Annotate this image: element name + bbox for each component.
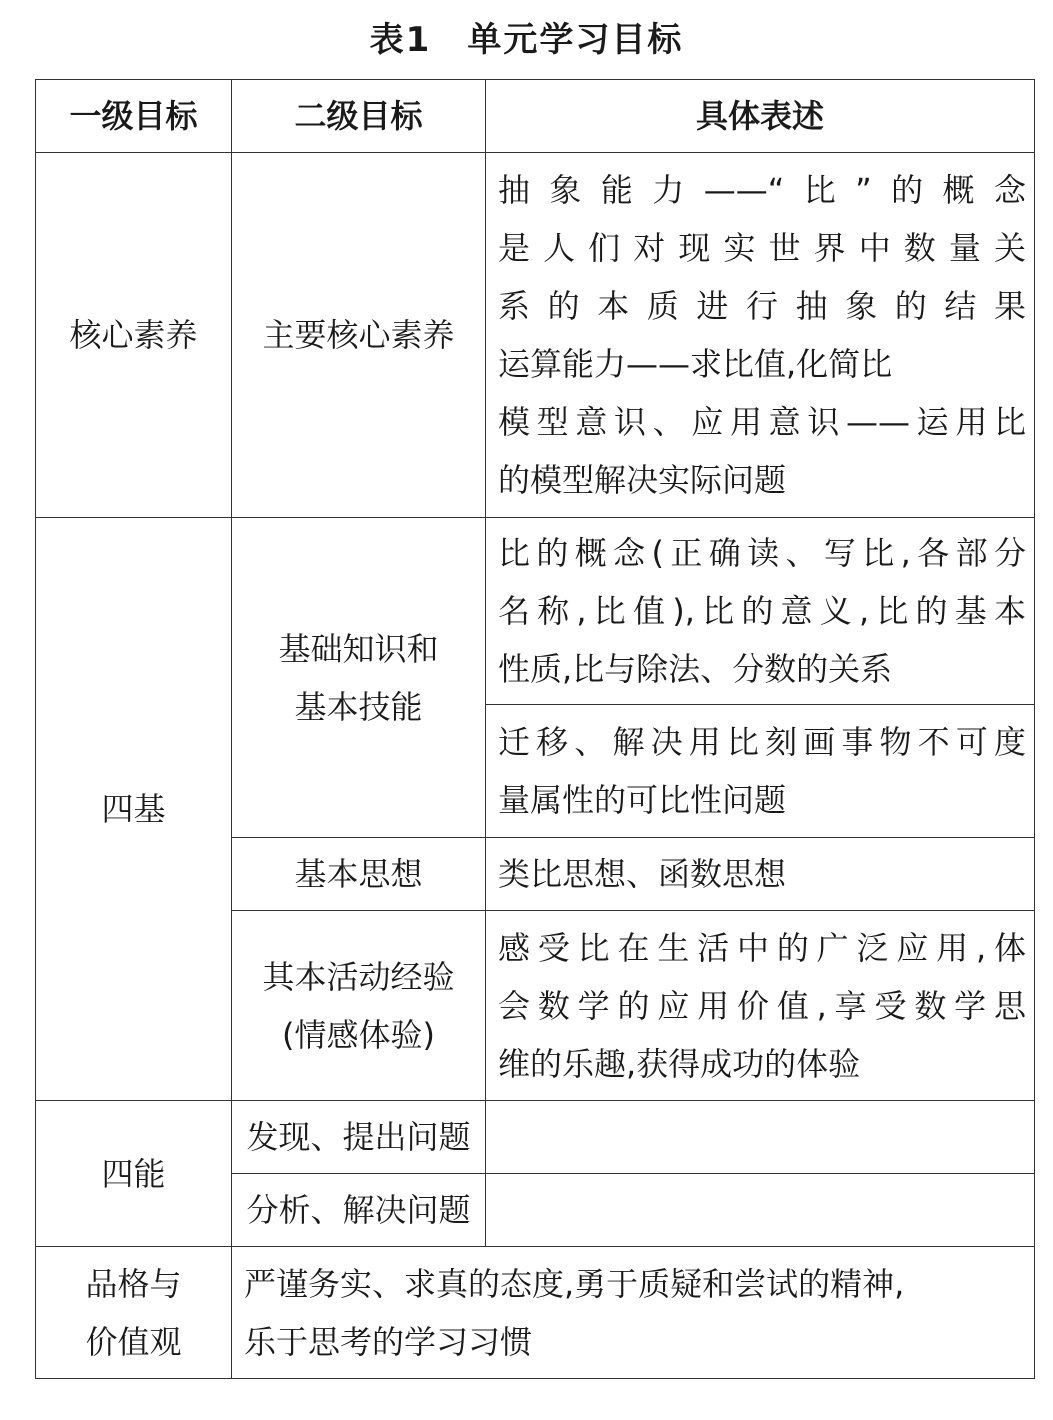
table-title: 表1 单元学习目标 bbox=[369, 20, 684, 60]
desc-line: 比的概念(正确读、写比,各部分 bbox=[498, 534, 1026, 572]
table-row bbox=[36, 153, 1035, 518]
desc-line: 名称,比值),比的意义,比的基本 bbox=[498, 592, 1026, 630]
header-level1: 一级目标 bbox=[36, 80, 232, 153]
desc-knowledge-2 bbox=[486, 705, 1035, 838]
level2-line: (情感体验) bbox=[282, 1015, 435, 1054]
table-row bbox=[36, 1101, 1035, 1174]
header-level2: 二级目标 bbox=[232, 80, 486, 153]
level1-four-abilities: 四能 bbox=[36, 1101, 232, 1247]
desc-line: 会数学的应用价值,享受数学思 bbox=[498, 986, 1026, 1025]
learning-objectives-table bbox=[35, 79, 1035, 1379]
desc-line: 乐于思考的学习习惯 bbox=[244, 1322, 533, 1361]
table-row bbox=[36, 1247, 1035, 1379]
level2-ability-2: 分析、解决问题 bbox=[232, 1174, 486, 1247]
desc-thought: 类比思想、函数思想 bbox=[486, 838, 1035, 911]
level2-line: 基础知识和 bbox=[278, 629, 439, 668]
desc-line: 性质,比与除法、分数的关系 bbox=[498, 650, 893, 688]
level1-core: 核心素养 bbox=[36, 153, 232, 518]
desc-line: 运算能力——求比值,化简比 bbox=[498, 345, 893, 383]
desc-line: 是人们对现实世界中数量关 bbox=[498, 229, 1026, 267]
table-row bbox=[36, 518, 1035, 705]
level1-line: 价值观 bbox=[85, 1322, 182, 1361]
level1-four-basics: 四基 bbox=[36, 518, 232, 1101]
desc-line: 抽象能力——“比”的概念 bbox=[498, 171, 1026, 209]
header-row bbox=[36, 80, 1035, 153]
level1-line: 品格与 bbox=[85, 1264, 182, 1303]
desc-line: 感受比在生活中的广泛应用,体 bbox=[498, 928, 1026, 967]
desc-line: 量属性的可比性问题 bbox=[498, 781, 787, 819]
level2-core: 主要核心素养 bbox=[232, 153, 486, 518]
level2-line: 其本活动经验 bbox=[262, 957, 455, 996]
level2-thought: 基本思想 bbox=[232, 838, 486, 911]
level2-experience bbox=[232, 911, 486, 1101]
desc-line: 迁移、解决用比刻画事物不可度 bbox=[498, 723, 1026, 761]
desc-line: 维的乐趣,获得成功的体验 bbox=[498, 1044, 861, 1083]
desc-knowledge-1 bbox=[486, 518, 1035, 705]
level2-line: 基本技能 bbox=[294, 687, 423, 726]
desc-line: 的模型解决实际问题 bbox=[498, 461, 787, 499]
level2-knowledge bbox=[232, 518, 486, 838]
desc-line: 系的本质进行抽象的结果 bbox=[498, 287, 1026, 325]
desc-line: 模型意识、应用意识——运用比 bbox=[498, 403, 1026, 441]
desc-line: 严谨务实、求真的态度,勇于质疑和尝试的精神, bbox=[244, 1264, 905, 1303]
desc-ability-1 bbox=[486, 1101, 1035, 1174]
level2-ability-1: 发现、提出问题 bbox=[232, 1101, 486, 1174]
header-description: 具体表述 bbox=[486, 80, 1035, 153]
desc-ability-2 bbox=[486, 1174, 1035, 1247]
desc-experience bbox=[486, 911, 1035, 1101]
desc-core bbox=[486, 153, 1035, 518]
level1-character bbox=[36, 1247, 232, 1379]
desc-character bbox=[232, 1247, 1035, 1379]
